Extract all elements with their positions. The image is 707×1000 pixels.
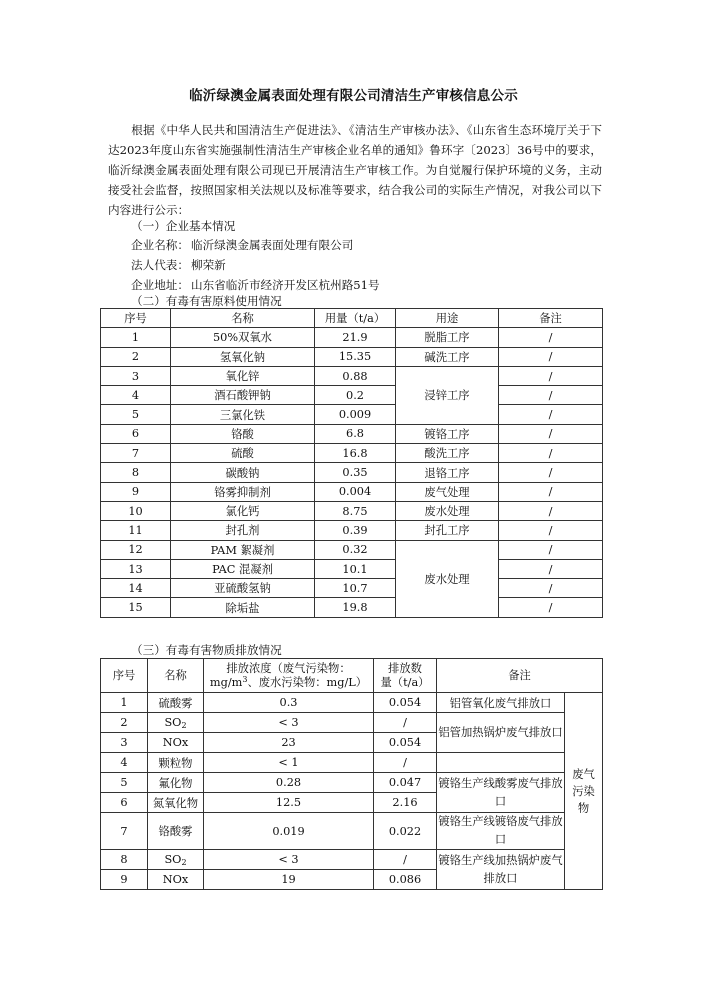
table-row — [101, 347, 603, 366]
header-cell: 用途 — [396, 309, 499, 328]
name-subscript: 2 — [181, 721, 187, 730]
row-number: 3 — [101, 733, 148, 753]
row-number: 11 — [101, 521, 171, 540]
material-amount: 0.35 — [315, 463, 396, 482]
row-number: 12 — [101, 540, 171, 559]
table-row — [101, 540, 603, 559]
pollutant-concentration: 0.28 — [204, 773, 374, 793]
row-number: 5 — [101, 405, 171, 424]
material-remark: / — [499, 598, 603, 617]
material-name: 封孔剂 — [171, 521, 315, 540]
pollutant-name: 铬酸雾 — [148, 813, 204, 850]
header-cell: 用量（t/a） — [315, 309, 396, 328]
row-number: 4 — [101, 386, 171, 405]
material-use: 退铬工序 — [396, 463, 499, 482]
material-name: 50%双氧水 — [171, 328, 315, 347]
header-cell: 序号 — [101, 309, 171, 328]
row-number: 6 — [101, 424, 171, 443]
unit-text: 、废水污染物：mg/L） — [247, 675, 368, 689]
header-cell: 备注 — [499, 309, 603, 328]
row-number: 2 — [101, 713, 148, 733]
row-number: 3 — [101, 366, 171, 385]
header-cell: 名称 — [148, 659, 204, 693]
table-row — [101, 444, 603, 463]
material-remark: / — [499, 501, 603, 520]
address-label: 企业地址： — [131, 278, 189, 292]
pollutant-concentration: < 3 — [204, 713, 374, 733]
amount-header-line1: 排放数 — [388, 661, 422, 675]
pollutant-amount: / — [374, 753, 437, 773]
pollutant-name: 颗粒物 — [148, 753, 204, 773]
material-amount: 10.1 — [315, 559, 396, 578]
material-remark: / — [499, 482, 603, 501]
material-remark: / — [499, 559, 603, 578]
row-number: 9 — [101, 870, 148, 890]
material-amount: 0.32 — [315, 540, 396, 559]
header-cell: 序号 — [101, 659, 148, 693]
material-use: 废水处理 — [396, 501, 499, 520]
material-name: 碳酸钠 — [171, 463, 315, 482]
material-remark: / — [499, 347, 603, 366]
row-number: 1 — [101, 328, 171, 347]
pollutant-concentration: 23 — [204, 733, 374, 753]
pollutant-name: NOx — [148, 733, 204, 753]
table-row — [101, 328, 603, 347]
material-use: 脱脂工序 — [396, 328, 499, 347]
header-cell-amount — [374, 659, 437, 693]
pollutant-concentration: 12.5 — [204, 793, 374, 813]
outlet-remark: 铝管加热锅炉废气排放口 — [437, 713, 565, 753]
pollutant-amount: 0.086 — [374, 870, 437, 890]
row-number: 7 — [101, 444, 171, 463]
unit-superscript: 3 — [242, 674, 248, 684]
company-name-label: 企业名称： — [131, 238, 189, 252]
row-number: 14 — [101, 579, 171, 598]
document-title: 临沂绿澳金属表面处理有限公司清洁生产审核信息公示 — [189, 88, 518, 104]
legal-rep-label: 法人代表： — [131, 258, 189, 272]
material-remark: / — [499, 444, 603, 463]
outlet-remark: 镀铬生产线加热锅炉废气排放口 — [437, 850, 565, 890]
pollutant-concentration: < 1 — [204, 753, 374, 773]
company-name-row — [131, 236, 353, 254]
material-name: 三氯化铁 — [171, 405, 315, 424]
row-number: 1 — [101, 693, 148, 713]
table-header-row — [101, 659, 603, 693]
emissions-table — [100, 658, 603, 890]
material-amount: 0.39 — [315, 521, 396, 540]
pollutant-amount: 0.022 — [374, 813, 437, 850]
amount-header-line2: 量（t/a） — [380, 675, 430, 689]
pollutant-amount: 0.047 — [374, 773, 437, 793]
pollutant-concentration: 0.019 — [204, 813, 374, 850]
table-row — [101, 424, 603, 443]
name-subscript: 2 — [181, 858, 187, 867]
table-row — [101, 773, 603, 793]
legal-rep-row — [131, 256, 226, 274]
table-header-row — [101, 309, 603, 328]
table-row — [101, 713, 603, 733]
material-name: 除垢盐 — [171, 598, 315, 617]
pollutant-amount: 0.054 — [374, 733, 437, 753]
material-amount: 0.88 — [315, 366, 396, 385]
address-value: 山东省临沂市经济开发区杭州路51号 — [190, 278, 380, 292]
material-remark: / — [499, 579, 603, 598]
outlet-remark: 镀铬生产线镀铬废气排放口 — [437, 813, 565, 850]
table-row — [101, 693, 603, 713]
pollutant-name: 硫酸雾 — [148, 693, 204, 713]
pollutant-amount: 0.054 — [374, 693, 437, 713]
table-row — [101, 850, 603, 870]
table-row — [101, 386, 603, 405]
material-remark: / — [499, 386, 603, 405]
material-amount: 19.8 — [315, 598, 396, 617]
row-number: 15 — [101, 598, 171, 617]
table-row — [101, 482, 603, 501]
concentration-header-line2 — [204, 676, 373, 690]
pollutant-concentration: < 3 — [204, 850, 374, 870]
table-row — [101, 463, 603, 482]
row-number: 10 — [101, 501, 171, 520]
row-number: 4 — [101, 753, 148, 773]
material-amount: 6.8 — [315, 424, 396, 443]
table-row — [101, 405, 603, 424]
table-row — [101, 598, 603, 617]
material-use: 废水处理 — [396, 540, 499, 617]
row-number: 2 — [101, 347, 171, 366]
row-number: 8 — [101, 850, 148, 870]
row-number: 8 — [101, 463, 171, 482]
material-use: 酸洗工序 — [396, 444, 499, 463]
material-name: 氢氧化钠 — [171, 347, 315, 366]
material-name: 铬雾抑制剂 — [171, 482, 315, 501]
header-cell: 名称 — [171, 309, 315, 328]
pollutant-amount: / — [374, 713, 437, 733]
header-cell-concentration — [204, 659, 374, 693]
legal-rep-value: 柳荣新 — [190, 258, 226, 272]
outlet-remark: 镀铬生产线酸雾废气排放口 — [437, 773, 565, 813]
material-remark: / — [499, 424, 603, 443]
material-name: 亚硫酸氢钠 — [171, 579, 315, 598]
material-use: 镀铬工序 — [396, 424, 499, 443]
table-row — [101, 579, 603, 598]
table-row — [101, 813, 603, 850]
concentration-header-line1: 排放浓度（废气污染物： — [226, 661, 351, 675]
raw-materials-table — [100, 308, 603, 618]
material-remark: / — [499, 540, 603, 559]
material-remark: / — [499, 366, 603, 385]
row-number: 6 — [101, 793, 148, 813]
outlet-remark: 铝管氧化废气排放口 — [437, 693, 565, 713]
intro-paragraph: 根据《中华人民共和国清洁生产促进法》、《清洁生产审核办法》、《山东省生态环境厅关于下达2023年度山东省实施强制性清洁生产审核企业名单的通知》鲁环字〔2023〕36号中的要求，临沂绿澳金属表面处理有限公司现已开展清洁生产审核工作。为自觉履行保护环境的义务，主动接受社会监督，按照国家相关法规以及标准等要求，结合我公司的实际生产情况，对我公司以下内容进行公示： — [108, 123, 602, 217]
name-text: SO — [164, 853, 182, 866]
material-amount: 8.75 — [315, 501, 396, 520]
table-row — [101, 753, 603, 773]
material-name: 铬酸 — [171, 424, 315, 443]
material-remark: / — [499, 328, 603, 347]
pollutant-amount: / — [374, 850, 437, 870]
company-name-value: 临沂绿澳金属表面处理有限公司 — [190, 238, 354, 252]
material-amount: 10.7 — [315, 579, 396, 598]
material-use: 碱洗工序 — [396, 347, 499, 366]
table-row — [101, 521, 603, 540]
section1-heading: （一）企业基本情况 — [131, 219, 236, 233]
material-name: 酒石酸钾钠 — [171, 386, 315, 405]
material-remark: / — [499, 405, 603, 424]
section3-heading: （三）有毒有害物质排放情况 — [131, 643, 282, 657]
pollutant-concentration: 0.3 — [204, 693, 374, 713]
material-name: PAC 混凝剂 — [171, 559, 315, 578]
header-cell: 备注 — [437, 659, 603, 693]
material-name: 氯化钙 — [171, 501, 315, 520]
pollutant-amount: 2.16 — [374, 793, 437, 813]
outlet-remark-empty — [437, 753, 565, 773]
row-number: 5 — [101, 773, 148, 793]
pollutant-name — [148, 850, 204, 870]
material-amount: 15.35 — [315, 347, 396, 366]
pollutant-name: 氟化物 — [148, 773, 204, 793]
row-number: 9 — [101, 482, 171, 501]
material-amount: 0.2 — [315, 386, 396, 405]
table-row — [101, 366, 603, 385]
material-remark: / — [499, 521, 603, 540]
pollutant-name — [148, 713, 204, 733]
material-name: 氧化锌 — [171, 366, 315, 385]
material-amount: 0.009 — [315, 405, 396, 424]
pollutant-concentration: 19 — [204, 870, 374, 890]
material-name: PAM 絮凝剂 — [171, 540, 315, 559]
material-remark: / — [499, 463, 603, 482]
material-amount: 16.8 — [315, 444, 396, 463]
material-amount: 0.004 — [315, 482, 396, 501]
name-text: SO — [164, 716, 182, 729]
row-number: 13 — [101, 559, 171, 578]
pollutant-name: 氮氧化物 — [148, 793, 204, 813]
material-name: 硫酸 — [171, 444, 315, 463]
row-number: 7 — [101, 813, 148, 850]
table-row — [101, 559, 603, 578]
section2-heading: （二）有毒有害原料使用情况 — [131, 294, 282, 308]
table-row — [101, 501, 603, 520]
material-use: 浸锌工序 — [396, 366, 499, 424]
category-remark — [565, 693, 603, 890]
category-text: 废气污染物 — [572, 767, 595, 815]
material-use: 封孔工序 — [396, 521, 499, 540]
unit-text: mg/m — [209, 675, 243, 689]
material-use: 废气处理 — [396, 482, 499, 501]
material-amount: 21.9 — [315, 328, 396, 347]
pollutant-name: NOx — [148, 870, 204, 890]
